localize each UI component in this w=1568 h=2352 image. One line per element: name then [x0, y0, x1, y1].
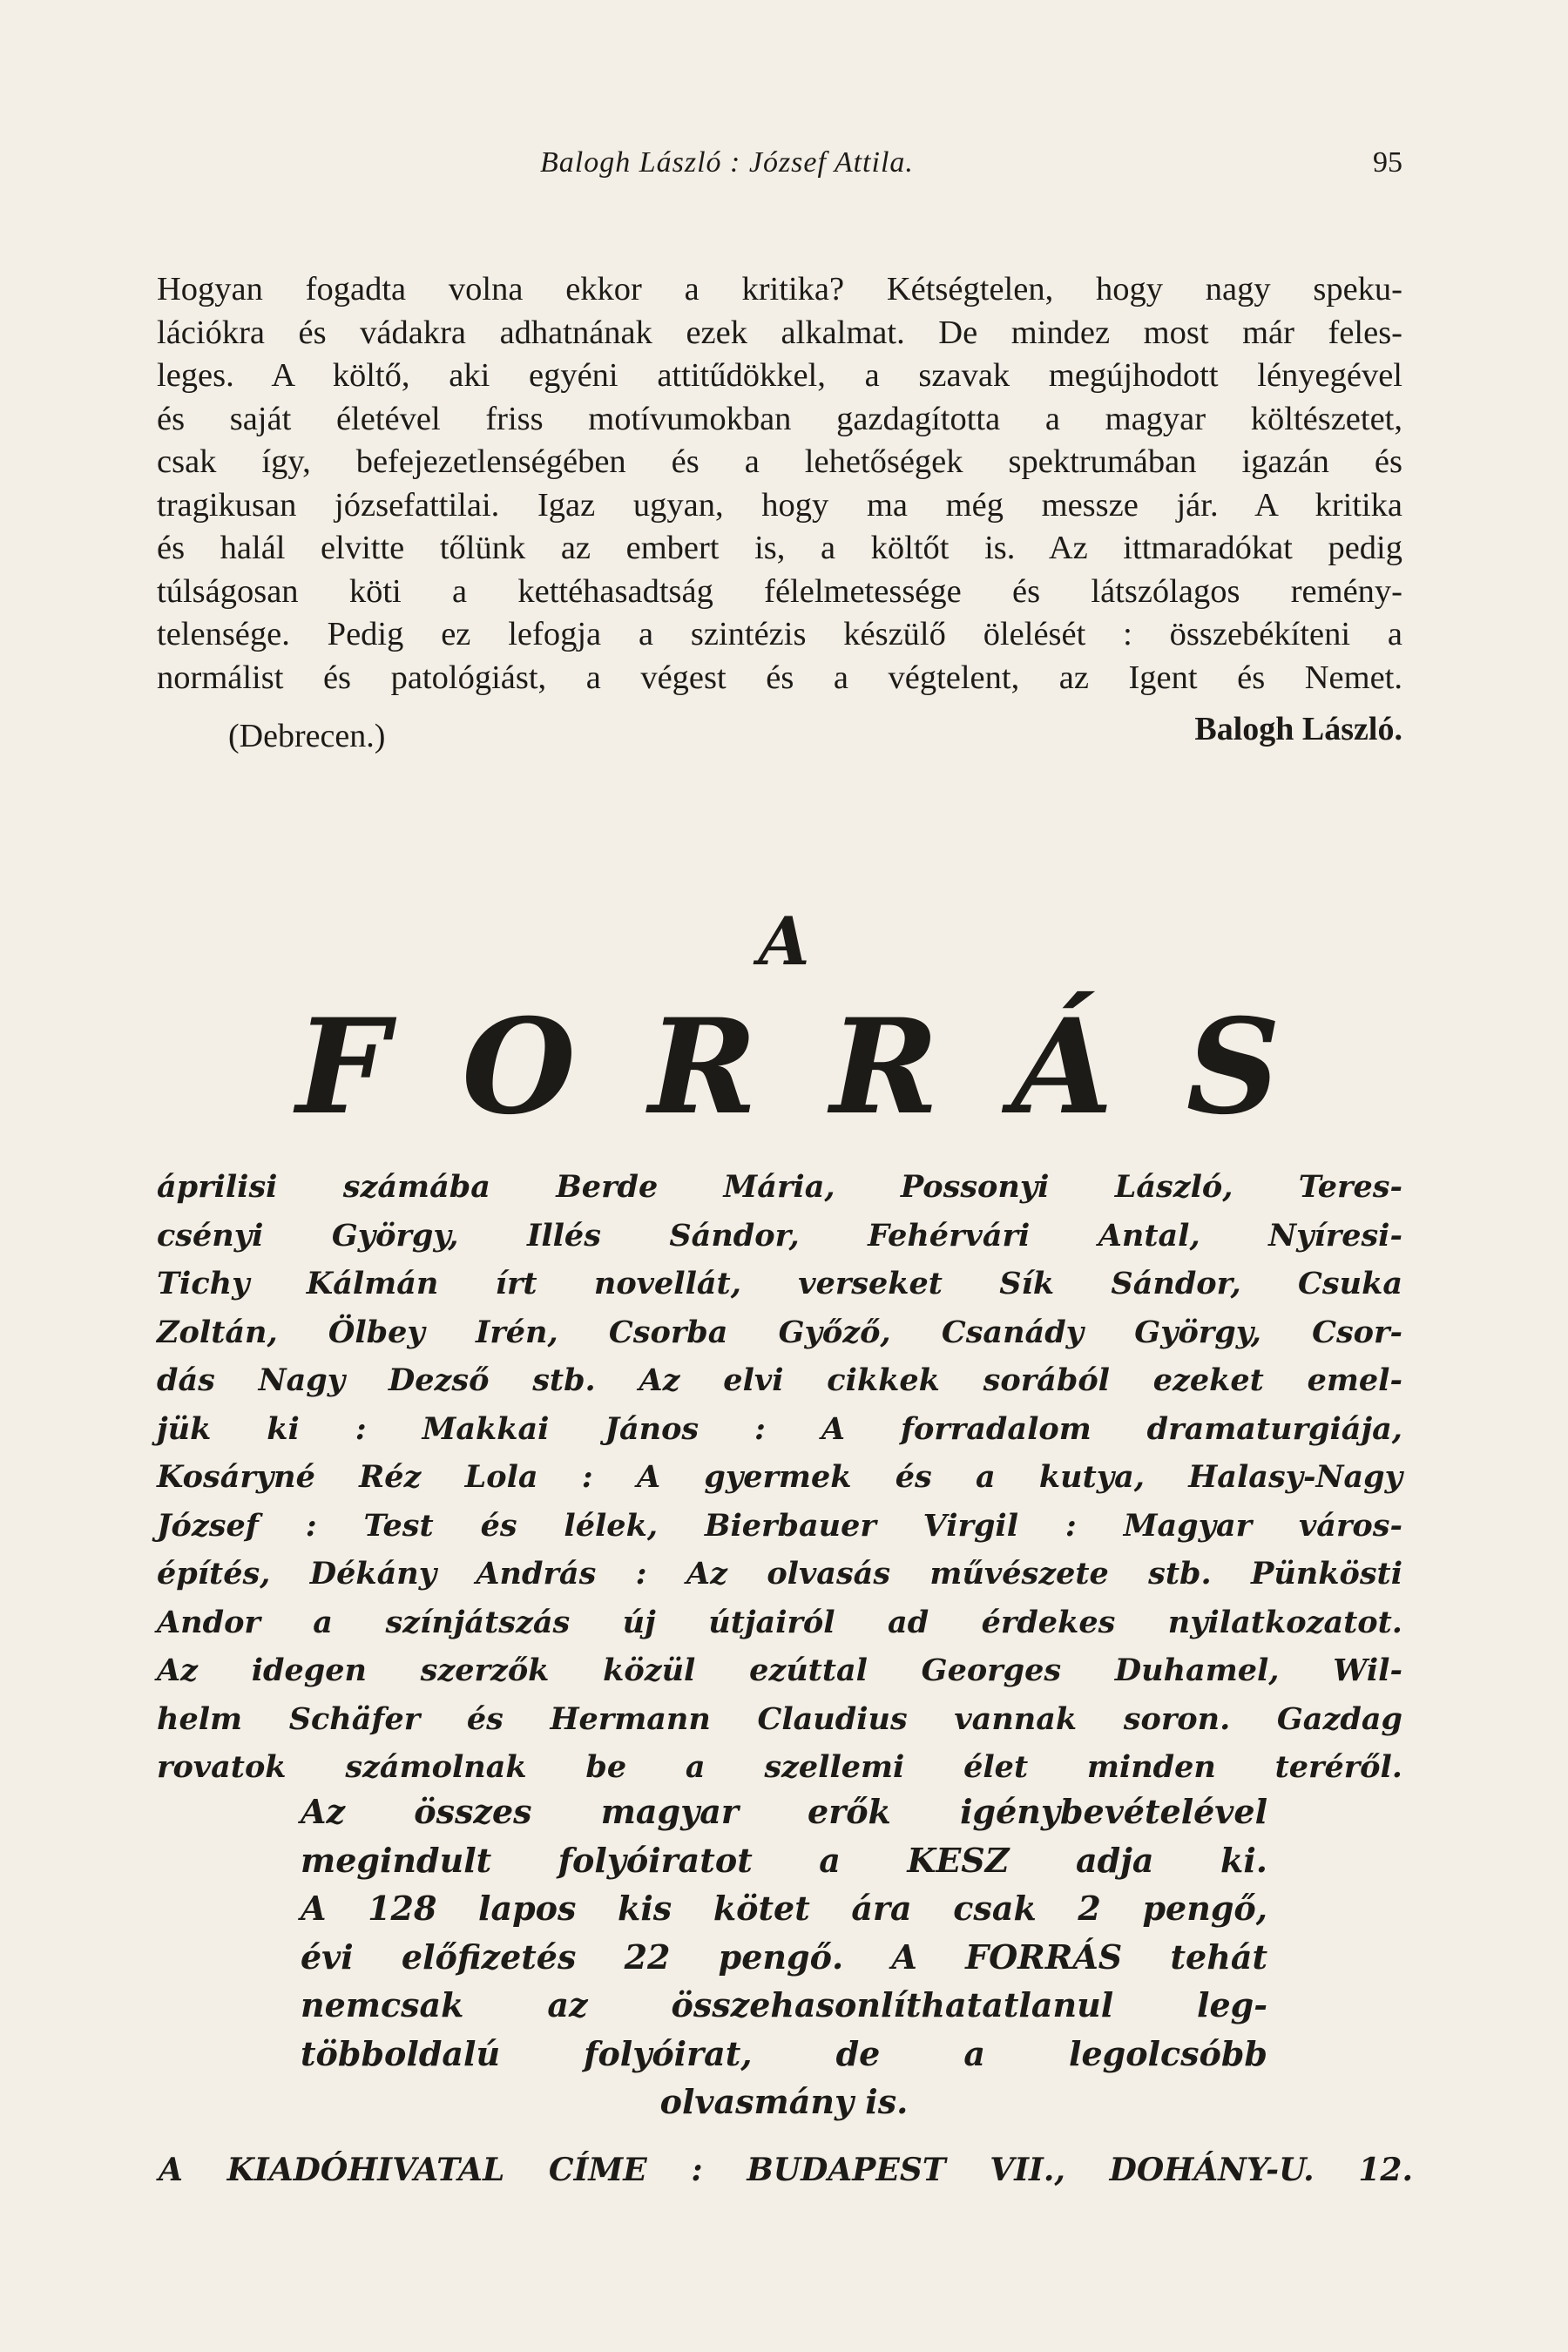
ad-title [296, 990, 1281, 1144]
ad-body-line: építés, Dékány András : Az olvasás művészete stb. Pünkösti [157, 1556, 1402, 1592]
ad-body [157, 1163, 1402, 1792]
ad-body-line: Kosáryné Réz Lola : A gyermek és a kutya, Halasy-Nagy [157, 1459, 1402, 1495]
ad-promo-line: Az összes magyar erők igénybevételével [301, 1792, 1267, 1831]
essay-line: lációkra és vádakra adhatnának ezek alkalmat. De mindez most már feles- [157, 314, 1402, 351]
ad-body-line: József : Test és lélek, Bierbauer Virgil : Magyar város- [157, 1507, 1402, 1544]
ad-body-line: Andor a színjátszás új útjairól ad érdekes nyilatkozatot. [157, 1604, 1402, 1640]
essay-author: Balogh László. [1194, 711, 1402, 747]
essay-line: telensége. Pedig ez lefogja a szintézis készülő ölelését : összebékíteni a [157, 616, 1402, 652]
essay-line: leges. A költő, aki egyéni attitűdökkel, a szavak megújhodott lényegével [157, 357, 1402, 394]
essay-line: és saját életével friss motívumokban gazdagította a magyar költészetet, [157, 400, 1402, 437]
ad-promo-line: A 128 lapos kis kötet ára csak 2 pengő, [301, 1889, 1267, 1928]
essay-line: csak így, befejezetlenségében és a lehetőségek spektrumában igazán és [157, 443, 1402, 480]
running-head: Balogh László : József Attila. [540, 146, 914, 179]
essay-line: és halál elvitte tőlünk az embert is, a költőt is. Az ittmaradókat pedig [157, 530, 1402, 566]
ad-body-line: dás Nagy Dezső stb. Az elvi cikkek sorából ezeket emel- [157, 1362, 1402, 1398]
ad-body-line: helm Schäfer és Hermann Claudius vannak soron. Gazdag [157, 1700, 1402, 1737]
ad-promo [301, 1788, 1267, 2126]
essay-paragraph [157, 268, 1402, 700]
essay-place: (Debrecen.) [228, 718, 386, 754]
ad-title-letter: R [648, 990, 758, 1144]
ad-promo-line: olvasmány is. [659, 2082, 909, 2121]
essay-line: Hogyan fogadta volna ekkor a kritika? Kétségtelen, hogy nagy speku- [157, 271, 1402, 308]
ad-promo-line: megindult folyóiratot a KESZ adja ki. [301, 1840, 1267, 1880]
ad-body-line: áprilisi számába Berde Mária, Possonyi László, Teres- [157, 1169, 1402, 1205]
ad-body-line: Tichy Kálmán írt novellát, verseket Sík Sándor, Csuka [157, 1266, 1402, 1301]
ad-body-line: Zoltán, Ölbey Irén, Csorba Győző, Csanády György, Csor- [157, 1314, 1402, 1350]
essay-signature [157, 710, 1402, 762]
ad-body-line: csényi György, Illés Sándor, Fehérvári Antal, Nyíresi- [157, 1217, 1402, 1254]
publisher-address: A KIADÓHIVATAL CÍME : BUDAPEST VII., DOHÁNY-U. 12. [159, 2152, 1413, 2188]
ad-title-letter: F [296, 990, 389, 1144]
essay-line: túlságosan köti a kettéhasadtság félelmetessége és látszólagos remény- [157, 572, 1402, 610]
ad-title-letter: S [1186, 990, 1281, 1144]
ad-promo-line: többoldalú folyóirat, de a legolcsóbb [301, 2033, 1267, 2073]
ad-title-letter: Á [1011, 990, 1113, 1144]
ad-title-letter: R [830, 990, 939, 1144]
ad-title-letter: O [462, 990, 576, 1144]
ad-promo-line: évi előfizetés 22 pengő. A FORRÁS tehát [301, 1936, 1267, 1977]
essay-line: tragikusan józsefattilai. Igaz ugyan, hogy ma még messze jár. A kritika [157, 486, 1402, 524]
ad-body-line: Az idegen szerzők közül ezúttal Georges Duhamel, Wil- [157, 1652, 1402, 1688]
essay-line: normálist és patológiást, a végest és a végtelent, az Igent és Nemet. [157, 659, 1402, 696]
ad-promo-line: nemcsak az összehasonlíthatatlanul leg- [301, 1985, 1267, 2024]
ad-body-line: jük ki : Makkai János : A forradalom dramaturgiája, [157, 1410, 1402, 1447]
page-header [157, 146, 1402, 195]
page-number: 95 [1373, 146, 1402, 179]
ad-body-line: rovatok számolnak be a szellemi élet minden teréről. [157, 1749, 1402, 1785]
ad-article: A [758, 902, 810, 980]
